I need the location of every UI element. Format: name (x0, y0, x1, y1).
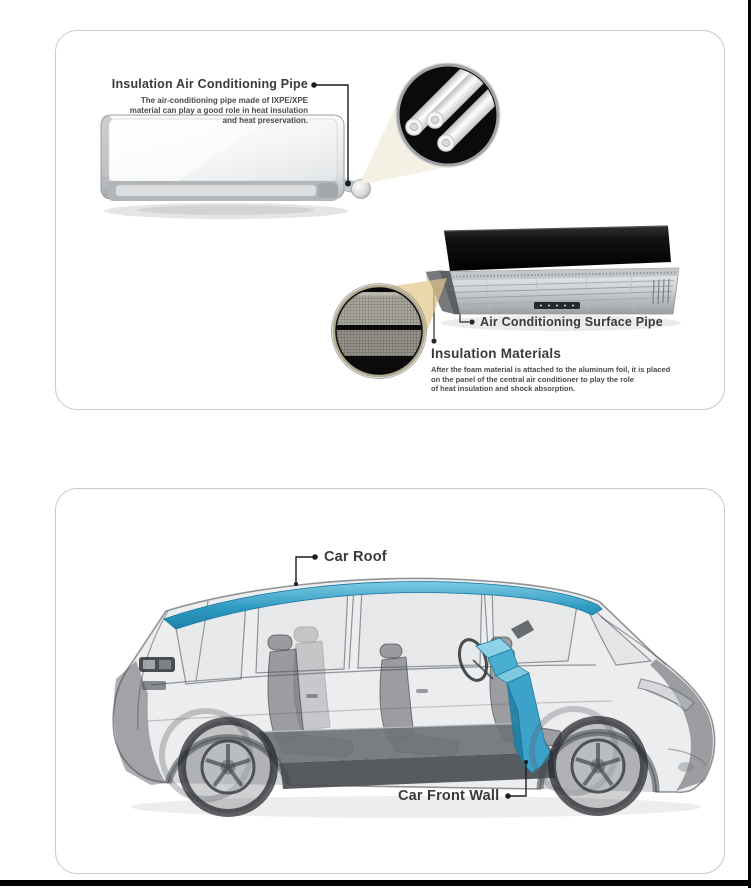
surface-pipe-label: Air Conditioning Surface Pipe (480, 315, 663, 329)
car-illustration (113, 578, 714, 818)
materials-desc-line-1: After the foam material is attached to the aluminum foil, it is placed (431, 365, 671, 374)
foam-zoom-circle (332, 284, 428, 379)
pipe-callout-description (96, 96, 308, 126)
pipe-desc-line-1: The air-conditioning pipe made of IXPE/XPE (140, 96, 308, 105)
car-floor-panel (258, 723, 555, 789)
pipe-desc-line-2: material can play a good role in heat insulation (129, 106, 308, 115)
pipe-desc-line-3: and heat preservation. (222, 116, 308, 125)
page-bottom-bar (0, 880, 751, 886)
materials-desc-line-3: of heat insulation and shock absorption. (431, 384, 576, 393)
car-front-wall-label: Car Front Wall (398, 788, 500, 804)
pipe-callout-title: Insulation Air Conditioning Pipe (111, 77, 308, 91)
roof-label-connector (294, 554, 318, 586)
car-illustration-canvas (56, 489, 724, 873)
wall-ac-unit-illustration (101, 115, 371, 219)
car-insulation-panel (55, 488, 725, 874)
materials-desc-line-2: on the panel of the central air conditioner to play the role (431, 374, 634, 384)
materials-callout-title: Insulation Materials (431, 346, 562, 361)
ac-insulation-panel (55, 30, 725, 410)
pipe-zoom-circle (396, 47, 519, 167)
materials-callout-description (431, 365, 670, 394)
car-roof-label: Car Roof (324, 549, 387, 565)
ceiling-ac-top-slab (444, 226, 671, 271)
